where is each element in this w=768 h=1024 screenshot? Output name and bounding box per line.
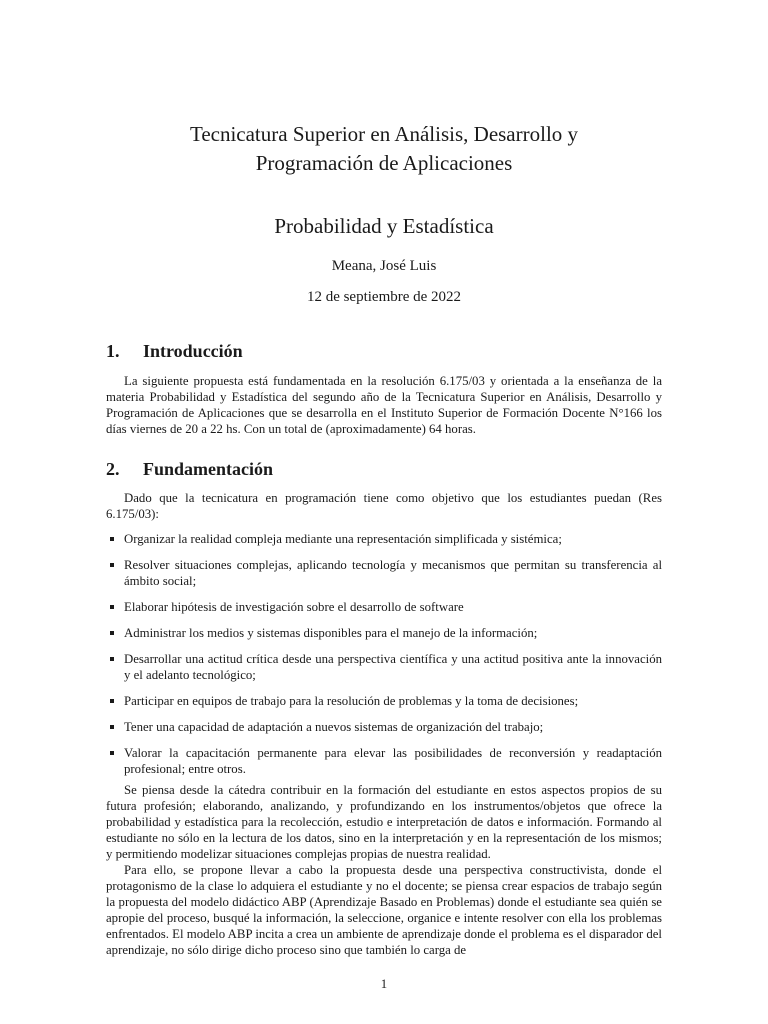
section-title: Introducción bbox=[143, 341, 243, 361]
document-author: Meana, José Luis bbox=[331, 258, 437, 274]
list-item: Organizar la realidad compleja mediante una representación simplificada y sistémica; bbox=[106, 531, 662, 547]
section-heading-fundamentacion bbox=[106, 457, 273, 481]
fundamentacion-paragraph-2: Se piensa desde la cátedra contribuir en la formación del estudiante en estos aspectos propios de su futura profesión; elaborando, analizando, y profundizando en los instrumentos/objetos que ofrece la probabilidad y estadística para la recolección, estudio e interpretación de datos e información. Formando al estudiante no sólo en la lectura de los datos, sino en la interpretación y en la representación de los mismos; y permitiendo modelizar situaciones complejas propias de nuestra realidad. bbox=[106, 783, 662, 861]
list-item: Resolver situaciones complejas, aplicando tecnología y mecanismos que permitan su transferencia al ámbito social; bbox=[106, 557, 662, 589]
section-number: 1. bbox=[106, 341, 120, 361]
document-date: 12 de septiembre de 2022 bbox=[306, 289, 462, 305]
intro-paragraph: La siguiente propuesta está fundamentada en la resolución 6.175/03 y orientada a la enseñanza de la materia Probabilidad y Estadística del segundo año de la Tecnicatura Superior en Análisis, Desarrollo y Programación de Aplicaciones que se desarrolla en el Instituto Superior de Formación Docente N°166 los días viernes de 20 a 22 hs. Con un total de (aproximadamente) 64 horas. bbox=[106, 374, 662, 436]
list-item: Administrar los medios y sistemas disponibles para el manejo de la información; bbox=[106, 625, 662, 641]
section-heading-introduccion bbox=[106, 339, 243, 363]
document-title-line1: Tecnicatura Superior en Análisis, Desarrollo y bbox=[189, 122, 579, 146]
section-number: 2. bbox=[106, 459, 120, 479]
page-number: 1 bbox=[380, 977, 388, 991]
list-item: Tener una capacidad de adaptación a nuevos sistemas de organización del trabajo; bbox=[106, 719, 662, 735]
list-item: Elaborar hipótesis de investigación sobre el desarrollo de software bbox=[106, 599, 662, 615]
list-item: Valorar la capacitación permanente para elevar las posibilidades de reconversión y readaptación profesional; entre otros. bbox=[106, 745, 662, 777]
objectives-list bbox=[106, 531, 662, 787]
document-title-line2: Programación de Aplicaciones bbox=[255, 151, 513, 175]
fundamentacion-intro: Dado que la tecnicatura en programación tiene como objetivo que los estudiantes puedan (Res 6.175/03): bbox=[106, 491, 662, 521]
section-title: Fundamentación bbox=[143, 459, 274, 479]
fundamentacion-paragraph-3: Para ello, se propone llevar a cabo la propuesta desde una perspectiva constructivista, donde el protagonismo de la clase lo adquiera el estudiante y no el docente; se piensa crear espacios de trabajo según la propuesta del modelo didáctico ABP (Aprendizaje Basado en Problemas) donde el estudiante sea quién se apropie del proceso, busqué la información, la seleccione, organice e intente resolver con ella los problemas enfrentados. El modelo ABP incita a crea un ambiente de aprendizaje donde el problema es el disparador del aprendizaje, no sólo dirige dicho proceso sino que también lo carga de bbox=[106, 863, 662, 957]
list-item: Desarrollar una actitud crítica desde una perspectiva científica y una actitud positiva ante la innovación y el adelanto tecnológico; bbox=[106, 651, 662, 683]
document-subtitle: Probabilidad y Estadística bbox=[274, 214, 494, 238]
list-item: Participar en equipos de trabajo para la resolución de problemas y la toma de decisiones; bbox=[106, 693, 662, 709]
